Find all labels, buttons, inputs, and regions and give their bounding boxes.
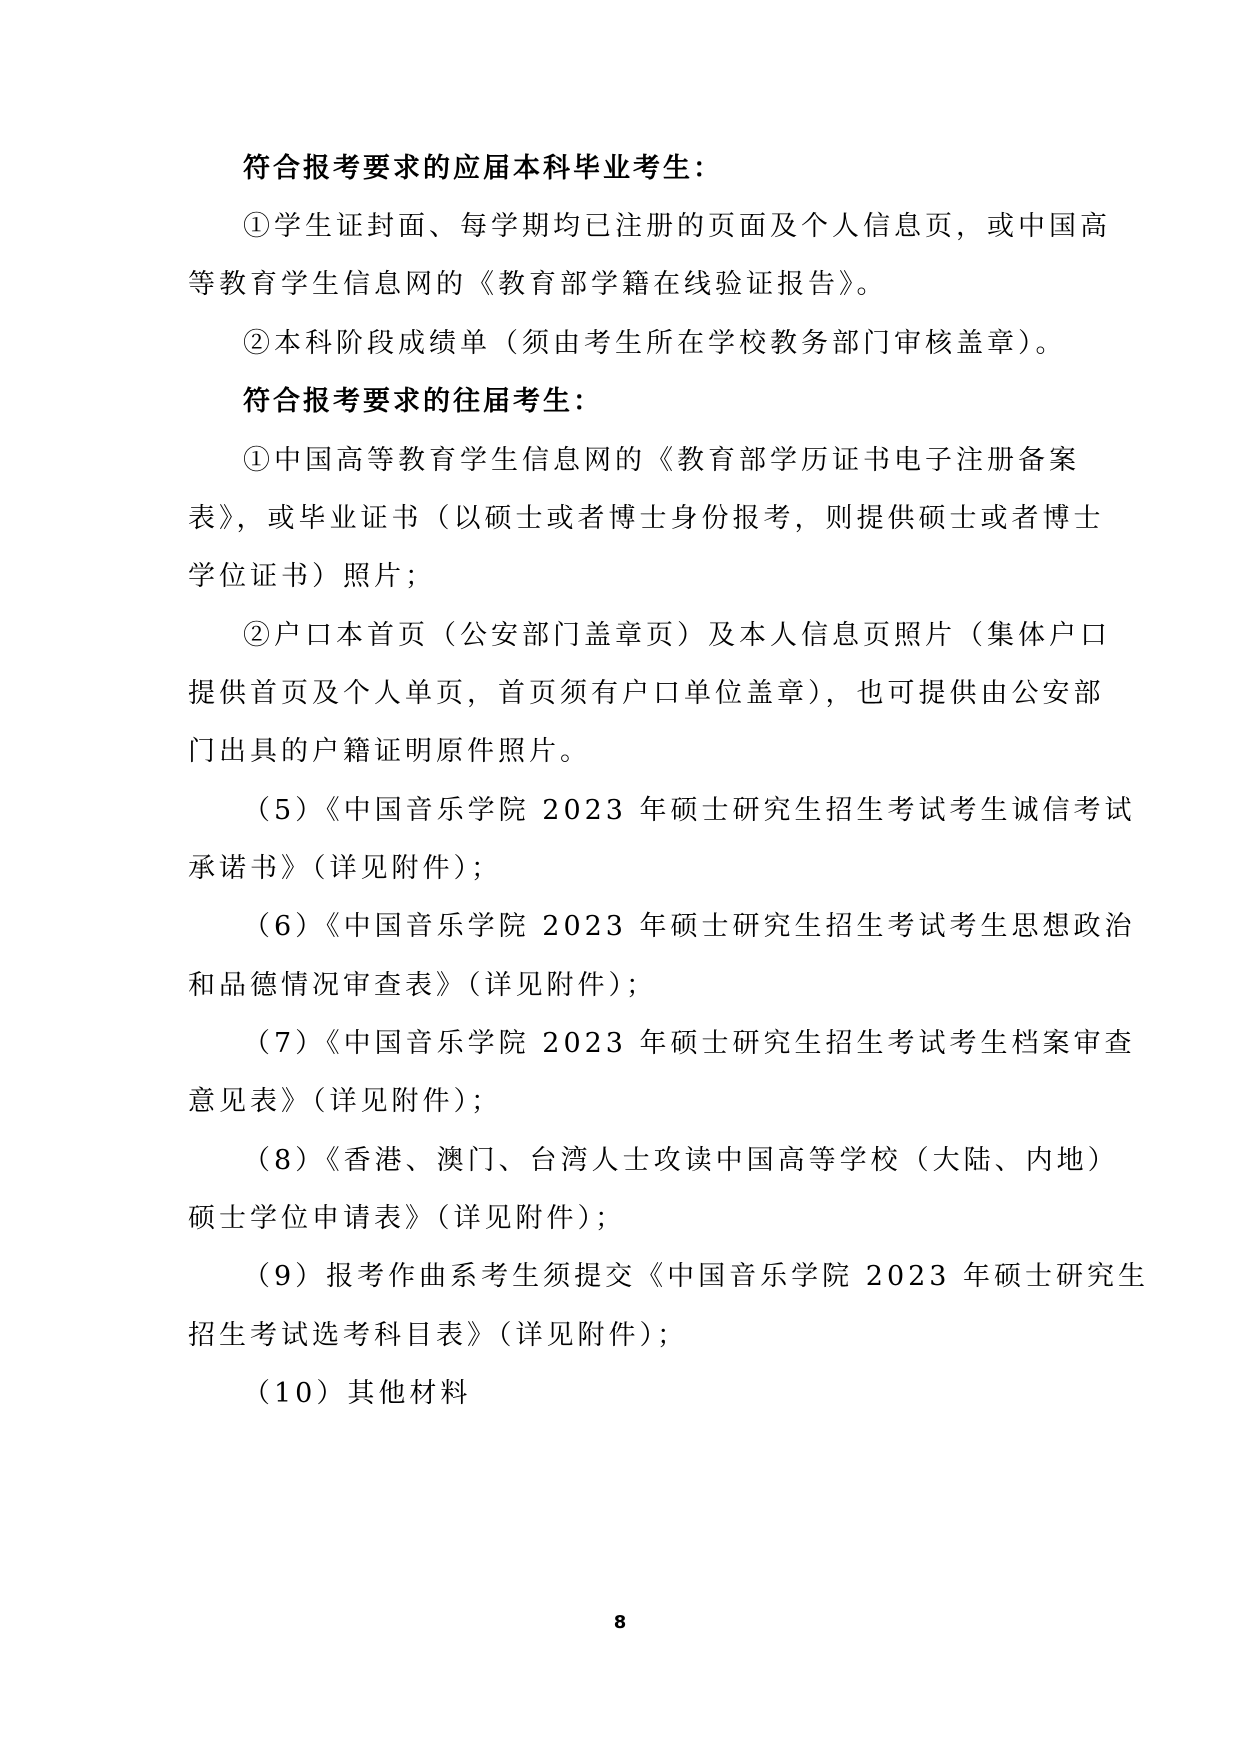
list-item-5-cont: 承诺书》（详见附件）； — [188, 853, 502, 884]
paragraph-line: 表》，或毕业证书（以硕士或者博士身份报考，则提供硕士或者博士 — [188, 503, 1105, 534]
page-number: 8 — [613, 1612, 627, 1633]
paragraph-line: 提供首页及个人单页，首页须有户口单位盖章），也可提供由公安部 — [188, 678, 1105, 709]
paragraph-line: ②本科阶段成绩单（须由考生所在学校教务部门审核盖章）。 — [243, 328, 1067, 359]
list-item-8: （8）《香港、澳门、台湾人士攻读中国高等学校（大陆、内地） — [243, 1145, 1119, 1176]
list-item-7-cont: 意见表》（详见附件）； — [188, 1086, 502, 1117]
paragraph-line: ①中国高等教育学生信息网的《教育部学历证书电子注册备案 — [243, 445, 1080, 476]
list-item-7: （7）《中国音乐学院 2023 年硕士研究生招生考试考生档案审查 — [243, 1028, 1136, 1059]
paragraph-line: 门出具的户籍证明原件照片。 — [188, 736, 591, 767]
list-item-9: （9）报考作曲系考生须提交《中国音乐学院 2023 年硕士研究生 — [243, 1261, 1150, 1292]
list-item-8-cont: 硕士学位申请表》（详见附件）； — [188, 1203, 626, 1234]
paragraph-line: 学位证书）照片； — [188, 561, 436, 592]
list-item-9-cont: 招生考试选考科目表》（详见附件）； — [188, 1320, 688, 1351]
paragraph-line: ①学生证封面、每学期均已注册的页面及个人信息页，或中国高 — [243, 211, 1111, 242]
list-item-6: （6）《中国音乐学院 2023 年硕士研究生招生考试考生思想政治 — [243, 911, 1136, 942]
list-item-10: （10）其他材料 — [243, 1378, 472, 1409]
paragraph-line: 等教育学生信息网的《教育部学籍在线验证报告》。 — [188, 269, 888, 300]
heading-previous-graduates: 符合报考要求的往届考生： — [243, 386, 603, 417]
list-item-6-cont: 和品德情况审查表》（详见附件）； — [188, 970, 657, 1001]
list-item-5: （5）《中国音乐学院 2023 年硕士研究生招生考试考生诚信考试 — [243, 795, 1136, 826]
heading-fresh-graduates: 符合报考要求的应届本科毕业考生： — [243, 153, 723, 184]
paragraph-line: ②户口本首页（公安部门盖章页）及本人信息页照片（集体户口 — [243, 620, 1111, 651]
